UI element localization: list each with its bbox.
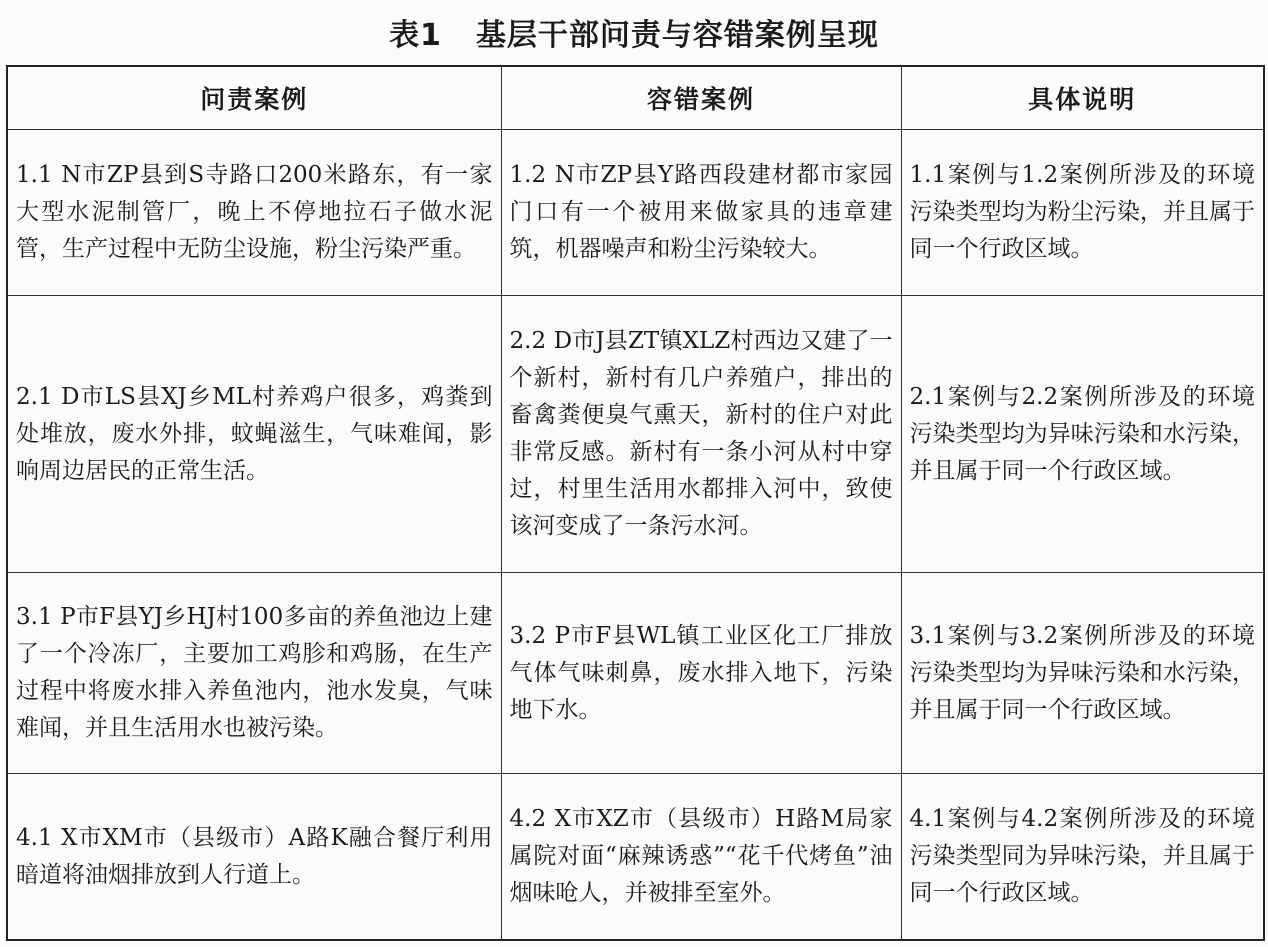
header-accountability-cases: 问责案例 <box>7 66 501 130</box>
table-title: 基层干部问责与容错案例呈现 <box>475 18 879 53</box>
header-row <box>7 66 1264 130</box>
accountability-case-cell: 1.1 N市ZP县到S寺路口200米路东，有一家大型水泥制管厂，晚上不停地拉石子做水泥管，生产过程中无防尘设施，粉尘污染严重。 <box>7 130 501 296</box>
header-fault-tolerance-cases: 容错案例 <box>501 66 901 130</box>
table-row <box>7 573 1264 774</box>
table-row <box>7 296 1264 573</box>
fault-tolerance-case-cell: 4.2 X市XZ市（县级市）H路M局家属院对面“麻辣诱惑”“花千代烤鱼”油烟味呛人，并被排至室外。 <box>501 774 901 941</box>
explanation-cell: 3.1案例与3.2案例所涉及的环境污染类型均为异味污染和水污染，并且属于同一个行政区域。 <box>901 573 1264 774</box>
accountability-case-cell: 4.1 X市XM市（县级市）A路K融合餐厅利用暗道将油烟排放到人行道上。 <box>7 774 501 941</box>
explanation-cell: 4.1案例与4.2案例所涉及的环境污染类型同为异味污染，并且属于同一个行政区域。 <box>901 774 1264 941</box>
explanation-cell: 2.1案例与2.2案例所涉及的环境污染类型均为异味污染和水污染，并且属于同一个行政区域。 <box>901 296 1264 573</box>
table-row <box>7 774 1264 941</box>
table-row <box>7 130 1264 296</box>
accountability-case-cell: 2.1 D市LS县XJ乡ML村养鸡户很多，鸡粪到处堆放，废水外排，蚊蝇滋生，气味难闻，影响周边居民的正常生活。 <box>7 296 501 573</box>
table-number: 表1 <box>389 18 442 53</box>
fault-tolerance-case-cell: 1.2 N市ZP县Y路西段建材都市家园门口有一个被用来做家具的违章建筑，机器噪声和粉尘污染较大。 <box>501 130 901 296</box>
accountability-case-cell: 3.1 P市F县YJ乡HJ村100多亩的养鱼池边上建了一个冷冻厂，主要加工鸡胗和鸡肠，在生产过程中将废水排入养鱼池内，池水发臭，气味难闻，并且生活用水也被污染。 <box>7 573 501 774</box>
header-explanation: 具体说明 <box>901 66 1264 130</box>
cases-table <box>6 65 1265 941</box>
fault-tolerance-case-cell: 2.2 D市J县ZT镇XLZ村西边又建了一个新村，新村有几户养殖户，排出的畜禽粪便臭气熏天，新村的住户对此非常反感。新村有一条小河从村中穿过，村里生活用水都排入河中，致使该河变成了一条污水河。 <box>501 296 901 573</box>
explanation-cell: 1.1案例与1.2案例所涉及的环境污染类型均为粉尘污染，并且属于同一个行政区域。 <box>901 130 1264 296</box>
fault-tolerance-case-cell: 3.2 P市F县WL镇工业区化工厂排放气体气味刺鼻，废水排入地下，污染地下水。 <box>501 573 901 774</box>
table-caption <box>0 8 1268 56</box>
